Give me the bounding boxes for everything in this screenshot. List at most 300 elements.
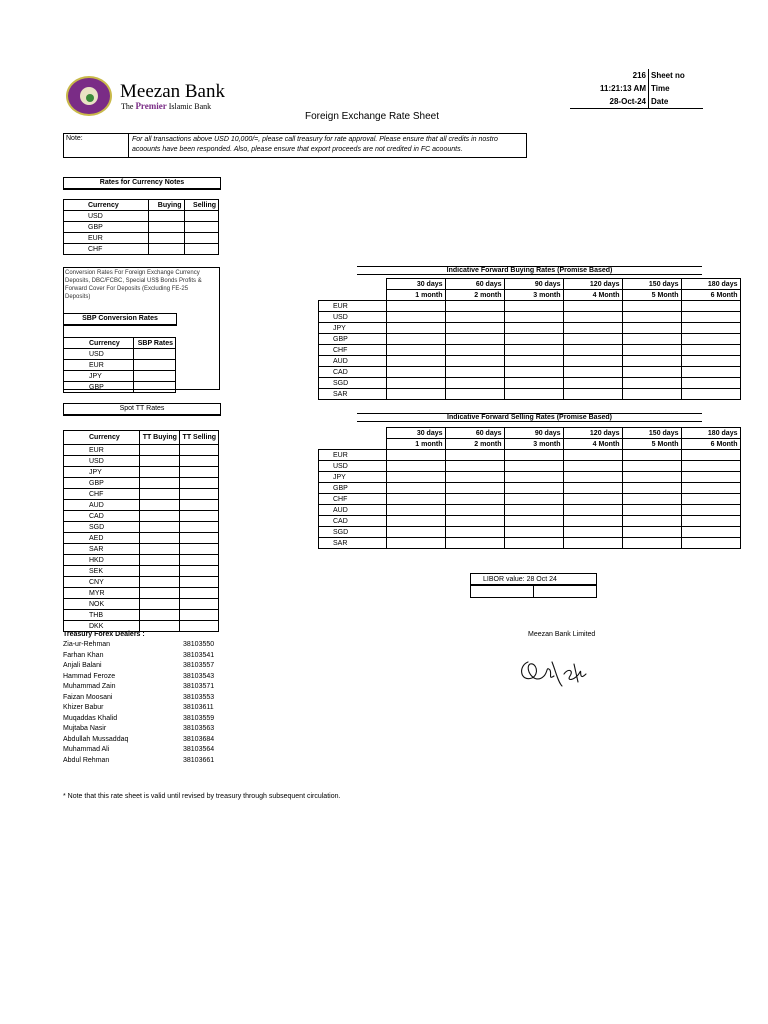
rate-cell: [504, 461, 563, 472]
rate-cell: [445, 345, 504, 356]
tt-selling-cell: [179, 566, 218, 577]
currency-cell: SGD: [319, 527, 387, 538]
header-days: 180 days: [681, 428, 740, 439]
rate-cell: [681, 312, 740, 323]
dealer-name: Hammad Feroze: [63, 672, 116, 680]
rate-cell: [563, 312, 622, 323]
table-row: JPY: [64, 371, 176, 382]
dealer-phone: 38103541: [183, 651, 215, 659]
table-row: [64, 533, 219, 544]
tt-selling-cell: [179, 511, 218, 522]
header-tt-buying: TT Buying: [140, 431, 180, 445]
rate-cell: [563, 450, 622, 461]
table-row: [319, 378, 741, 389]
header-days: 180 days: [681, 279, 740, 290]
rate-cell: [681, 461, 740, 472]
tt-buying-cell: [140, 610, 180, 621]
table-row: [319, 367, 741, 378]
header-currency: Currency: [64, 200, 149, 211]
dealer-name: Mujtaba Nasir: [63, 725, 107, 733]
currency-notes-table: [63, 199, 219, 255]
table-row: [319, 323, 741, 334]
tt-buying-cell: [140, 489, 180, 500]
rate-cell: [622, 312, 681, 323]
rate-cell: [504, 450, 563, 461]
tt-selling-cell: [179, 522, 218, 533]
tt-buying-cell: [140, 566, 180, 577]
currency-cell: AUD: [64, 500, 140, 511]
rate-cell: [445, 505, 504, 516]
dealer-phone: 38103557: [183, 662, 215, 670]
rate-cell: [681, 334, 740, 345]
rate-cell: [681, 450, 740, 461]
rate-cell: [445, 367, 504, 378]
header-days: 120 days: [563, 279, 622, 290]
sheet-number-label: Sheet no: [651, 71, 685, 80]
rate-cell: [622, 323, 681, 334]
rate-cell: [622, 367, 681, 378]
tt-buying-cell: [140, 577, 180, 588]
currency-cell: CHF: [64, 489, 140, 500]
rate-cell: [504, 378, 563, 389]
rate-cell: [563, 334, 622, 345]
currency-cell: JPY: [64, 467, 140, 478]
dealer-phone: 38103563: [183, 725, 215, 733]
rate-cell: [563, 389, 622, 400]
table-row: GBP: [64, 382, 176, 393]
header-period: 1 month: [386, 290, 445, 301]
rate-cell: [504, 367, 563, 378]
rate-cell: [622, 472, 681, 483]
tt-selling-cell: [179, 456, 218, 467]
sheet-time: 11:21:13 AM: [570, 82, 649, 95]
tt-buying-cell: [140, 445, 180, 456]
table-row: USD: [64, 349, 176, 360]
tt-buying-cell: [140, 588, 180, 599]
currency-cell: GBP: [319, 334, 387, 345]
dealer-phone: 38103611: [183, 704, 214, 712]
header-selling: Selling: [184, 200, 218, 211]
rate-cell: [504, 494, 563, 505]
currency-cell: SGD: [64, 522, 140, 533]
signoff: Meezan Bank Limited: [528, 631, 596, 638]
rate-cell: [386, 312, 445, 323]
currency-cell: EUR: [319, 450, 387, 461]
table-row: [64, 544, 219, 555]
rate-cell: [563, 461, 622, 472]
currency-cell: HKD: [64, 555, 140, 566]
rate-cell: [622, 494, 681, 505]
rate-cell: [445, 334, 504, 345]
rate-cell: [681, 505, 740, 516]
dealer-name: Muqaddas Khalid: [63, 714, 118, 722]
table-row: [64, 456, 219, 467]
currency-cell: JPY: [319, 472, 387, 483]
conversion-description: Conversion Rates For Foreign Exchange Currency Deposits, DBC/FCBC, Special US$ Bonds Profits & Forward Cover For Deposits (Excluding FE-25 Deposits): [65, 270, 202, 300]
currency-cell: SAR: [64, 544, 140, 555]
rate-cell: [622, 378, 681, 389]
rate-cell: [386, 538, 445, 549]
tt-buying-cell: [140, 621, 180, 632]
table-row: EUR: [64, 360, 176, 371]
list-item: [63, 640, 214, 651]
table-row: [64, 511, 219, 522]
page-title: Foreign Exchange Rate Sheet: [305, 111, 439, 122]
rate-cell: [504, 516, 563, 527]
dealer-name: Anjali Balani: [63, 662, 102, 670]
dealer-name: Abdul Rehman: [63, 756, 110, 764]
table-row: [319, 334, 741, 345]
currency-cell: GBP: [64, 478, 140, 489]
rate-cell: [504, 334, 563, 345]
rate-cell: [504, 312, 563, 323]
list-item: [63, 745, 214, 756]
spot-tt-title: Spot TT Rates: [63, 403, 221, 416]
rate-cell: [445, 323, 504, 334]
dealer-name: Muhammad Zain: [63, 683, 116, 691]
tt-selling-cell: [179, 577, 218, 588]
table-row: EUR: [64, 233, 219, 244]
rate-cell: [622, 516, 681, 527]
dealer-phone: 38103543: [183, 672, 215, 680]
rate-cell: [681, 516, 740, 527]
rate-cell: [681, 345, 740, 356]
table-row: [319, 301, 741, 312]
rate-cell: [681, 323, 740, 334]
rate-cell: [386, 494, 445, 505]
header-days: 30 days: [386, 279, 445, 290]
rate-cell: [622, 334, 681, 345]
table-row: [319, 389, 741, 400]
rate-cell: [386, 367, 445, 378]
list-item: [63, 682, 214, 693]
rate-cell: [681, 378, 740, 389]
currency-cell: NOK: [64, 599, 140, 610]
list-item: [63, 714, 214, 725]
list-item: [63, 735, 214, 746]
sheet-time-label: Time: [651, 84, 670, 93]
dealer-name: Khizer Babur: [63, 704, 104, 712]
rate-cell: [445, 516, 504, 527]
currency-cell: GBP: [319, 483, 387, 494]
table-row: [64, 588, 219, 599]
dealer-name: Muhammad Ali: [63, 746, 110, 754]
header-period: 2 month: [445, 290, 504, 301]
table-row: [319, 472, 741, 483]
rate-cell: [681, 494, 740, 505]
tt-buying-cell: [140, 544, 180, 555]
libor-label: LIBOR value: 28 Oct 24: [471, 574, 597, 586]
rate-cell: [386, 345, 445, 356]
currency-cell: USD: [64, 456, 140, 467]
currency-cell: SAR: [319, 389, 387, 400]
rate-cell: [563, 367, 622, 378]
currency-notes-title: Rates for Currency Notes: [63, 177, 221, 190]
header-row: [319, 428, 741, 439]
tt-selling-cell: [179, 489, 218, 500]
tt-buying-cell: [140, 500, 180, 511]
rate-cell: [504, 323, 563, 334]
bank-tagline: The Premier Islamic Bank: [121, 101, 212, 111]
table-row: [319, 527, 741, 538]
dealer-name: Farhan Khan: [63, 651, 104, 659]
currency-cell: AUD: [319, 505, 387, 516]
rate-cell: [386, 450, 445, 461]
currency-cell: USD: [319, 312, 387, 323]
tt-buying-cell: [140, 522, 180, 533]
list-item: [63, 672, 214, 683]
rate-cell: [563, 505, 622, 516]
rate-cell: [504, 538, 563, 549]
tt-buying-cell: [140, 467, 180, 478]
header-days: 150 days: [622, 428, 681, 439]
header-buying: Buying: [149, 200, 185, 211]
rate-cell: [386, 472, 445, 483]
table-row: USD: [64, 211, 219, 222]
header-period: 2 month: [445, 439, 504, 450]
rate-cell: [445, 483, 504, 494]
rate-cell: [386, 378, 445, 389]
tt-selling-cell: [179, 533, 218, 544]
currency-cell: THB: [64, 610, 140, 621]
table-row: [319, 505, 741, 516]
tt-buying-cell: [140, 599, 180, 610]
rate-cell: [504, 389, 563, 400]
list-item: [63, 756, 214, 767]
rate-cell: [386, 301, 445, 312]
dealer-phone: 38103684: [183, 735, 215, 743]
rate-cell: [622, 505, 681, 516]
rate-cell: [504, 345, 563, 356]
dealer-phone: 38103571: [183, 683, 215, 691]
rate-cell: [563, 378, 622, 389]
rate-cell: [563, 527, 622, 538]
rate-cell: [563, 516, 622, 527]
tt-selling-cell: [179, 544, 218, 555]
rate-cell: [681, 483, 740, 494]
header-period: 5 Month: [622, 290, 681, 301]
sheet-number: 216: [570, 69, 649, 82]
currency-cell: MYR: [64, 588, 140, 599]
forward-buying-title: Indicative Forward Buying Rates (Promise Based): [357, 266, 702, 275]
rate-cell: [386, 527, 445, 538]
dealer-phone: 38103553: [183, 693, 215, 701]
table-row: [64, 522, 219, 533]
currency-cell: AED: [64, 533, 140, 544]
dealer-phone: 38103661: [183, 756, 215, 764]
rate-cell: [445, 450, 504, 461]
dealers-list: [63, 640, 214, 766]
rate-cell: [386, 505, 445, 516]
rate-cell: [622, 527, 681, 538]
sbp-rates-table: [63, 337, 176, 393]
table-row: CHF: [64, 244, 219, 255]
rate-cell: [445, 538, 504, 549]
table-row: [64, 577, 219, 588]
sheet-meta: [570, 69, 703, 109]
table-row: [64, 610, 219, 621]
currency-cell: DKK: [64, 621, 140, 632]
tt-buying-cell: [140, 456, 180, 467]
list-item: [63, 703, 214, 714]
note-text: For all transactions above USD 10,000/=, please call treasury for rate approval. Please ensure that all credits in nostro acoounts have been responded. Also, please ensure that export proceeds are not credited in FC acoounts.: [129, 134, 527, 158]
rate-cell: [445, 301, 504, 312]
table-row: [319, 516, 741, 527]
table-row: [64, 445, 219, 456]
table-row: [319, 450, 741, 461]
table-row: [319, 345, 741, 356]
table-row: [64, 478, 219, 489]
rate-cell: [445, 312, 504, 323]
sbp-conversion-title: SBP Conversion Rates: [63, 313, 177, 326]
header-row: [319, 279, 741, 290]
rate-cell: [563, 483, 622, 494]
dealer-phone: 38103564: [183, 746, 215, 754]
table-row: [319, 483, 741, 494]
table-row: [319, 312, 741, 323]
dealer-name: Faizan Moosani: [63, 693, 113, 701]
rate-cell: [445, 356, 504, 367]
bank-logo-icon: [66, 76, 112, 116]
rate-cell: [563, 323, 622, 334]
dealer-name: Zia-ur-Rehman: [63, 641, 111, 649]
rate-cell: [386, 483, 445, 494]
currency-cell: CAD: [319, 516, 387, 527]
tt-selling-cell: [179, 500, 218, 511]
table-row: [319, 538, 741, 549]
rate-cell: [622, 345, 681, 356]
rate-cell: [681, 356, 740, 367]
tt-selling-cell: [179, 555, 218, 566]
rate-cell: [622, 389, 681, 400]
currency-cell: EUR: [319, 301, 387, 312]
rate-cell: [622, 301, 681, 312]
rate-cell: [445, 472, 504, 483]
footnote: * Note that this rate sheet is valid until revised by treasury through subsequent circulation.: [63, 793, 341, 800]
header-days: 150 days: [622, 279, 681, 290]
rate-cell: [563, 345, 622, 356]
forward-selling-table: [318, 427, 741, 549]
list-item: [63, 651, 214, 662]
note-label: Note:: [64, 134, 129, 158]
spot-tt-table: [63, 430, 219, 632]
tt-buying-cell: [140, 511, 180, 522]
rate-cell: [386, 334, 445, 345]
header-days: 90 days: [504, 428, 563, 439]
rate-cell: [445, 461, 504, 472]
rate-cell: [563, 356, 622, 367]
table-row: [64, 555, 219, 566]
header-days: 30 days: [386, 428, 445, 439]
rate-cell: [681, 472, 740, 483]
rate-cell: [504, 356, 563, 367]
rate-cell: [681, 389, 740, 400]
header-period: 1 month: [386, 439, 445, 450]
tt-selling-cell: [179, 478, 218, 489]
currency-cell: SEK: [64, 566, 140, 577]
rate-cell: [622, 356, 681, 367]
table-row: [319, 461, 741, 472]
header-period: 3 month: [504, 439, 563, 450]
currency-cell: SAR: [319, 538, 387, 549]
header-sbp-rates: SBP Rates: [134, 338, 176, 349]
currency-cell: CHF: [319, 494, 387, 505]
header-currency: Currency: [64, 431, 140, 445]
list-item: [63, 661, 214, 672]
table-row: [64, 489, 219, 500]
tt-selling-cell: [179, 588, 218, 599]
header-period: 4 Month: [563, 439, 622, 450]
rate-cell: [563, 494, 622, 505]
rate-cell: [622, 450, 681, 461]
rate-cell: [445, 389, 504, 400]
currency-cell: JPY: [319, 323, 387, 334]
table-row: [319, 356, 741, 367]
rate-cell: [386, 389, 445, 400]
tt-buying-cell: [140, 533, 180, 544]
rate-cell: [504, 301, 563, 312]
sheet-date: 28-Oct-24: [570, 95, 649, 109]
libor-box: [470, 573, 597, 598]
rate-cell: [504, 527, 563, 538]
rate-cell: [386, 461, 445, 472]
header-currency: Currency: [64, 338, 134, 349]
header-row: [319, 439, 741, 450]
header-period: 5 Month: [622, 439, 681, 450]
tt-selling-cell: [179, 445, 218, 456]
list-item: [63, 724, 214, 735]
table-row: [64, 599, 219, 610]
tt-selling-cell: [179, 467, 218, 478]
rate-cell: [386, 356, 445, 367]
header-days: 60 days: [445, 279, 504, 290]
rate-cell: [386, 323, 445, 334]
rate-cell: [681, 367, 740, 378]
header-period: 3 month: [504, 290, 563, 301]
forward-selling-title: Indicative Forward Selling Rates (Promise Based): [357, 413, 702, 422]
rate-cell: [622, 483, 681, 494]
table-row: [64, 566, 219, 577]
header-period: 6 Month: [681, 439, 740, 450]
table-row: [64, 500, 219, 511]
rate-cell: [504, 472, 563, 483]
header-period: 6 Month: [681, 290, 740, 301]
rate-cell: [445, 494, 504, 505]
bank-name: Meezan Bank: [120, 81, 225, 102]
tt-selling-cell: [179, 621, 218, 632]
tt-buying-cell: [140, 555, 180, 566]
rate-cell: [504, 483, 563, 494]
rate-cell: [445, 378, 504, 389]
rate-cell: [681, 527, 740, 538]
currency-cell: CHF: [319, 345, 387, 356]
rate-cell: [563, 301, 622, 312]
dealers-title: Treasury Forex Dealers :: [63, 631, 145, 638]
currency-cell: EUR: [64, 445, 140, 456]
currency-cell: CAD: [64, 511, 140, 522]
note-box: [63, 133, 527, 158]
dealer-phone: 38103559: [183, 714, 215, 722]
rate-cell: [681, 301, 740, 312]
currency-cell: CNY: [64, 577, 140, 588]
rate-cell: [563, 472, 622, 483]
tt-buying-cell: [140, 478, 180, 489]
tt-selling-cell: [179, 599, 218, 610]
currency-cell: USD: [319, 461, 387, 472]
forward-buying-table: [318, 278, 741, 400]
header-days: 120 days: [563, 428, 622, 439]
table-row: [64, 621, 219, 632]
